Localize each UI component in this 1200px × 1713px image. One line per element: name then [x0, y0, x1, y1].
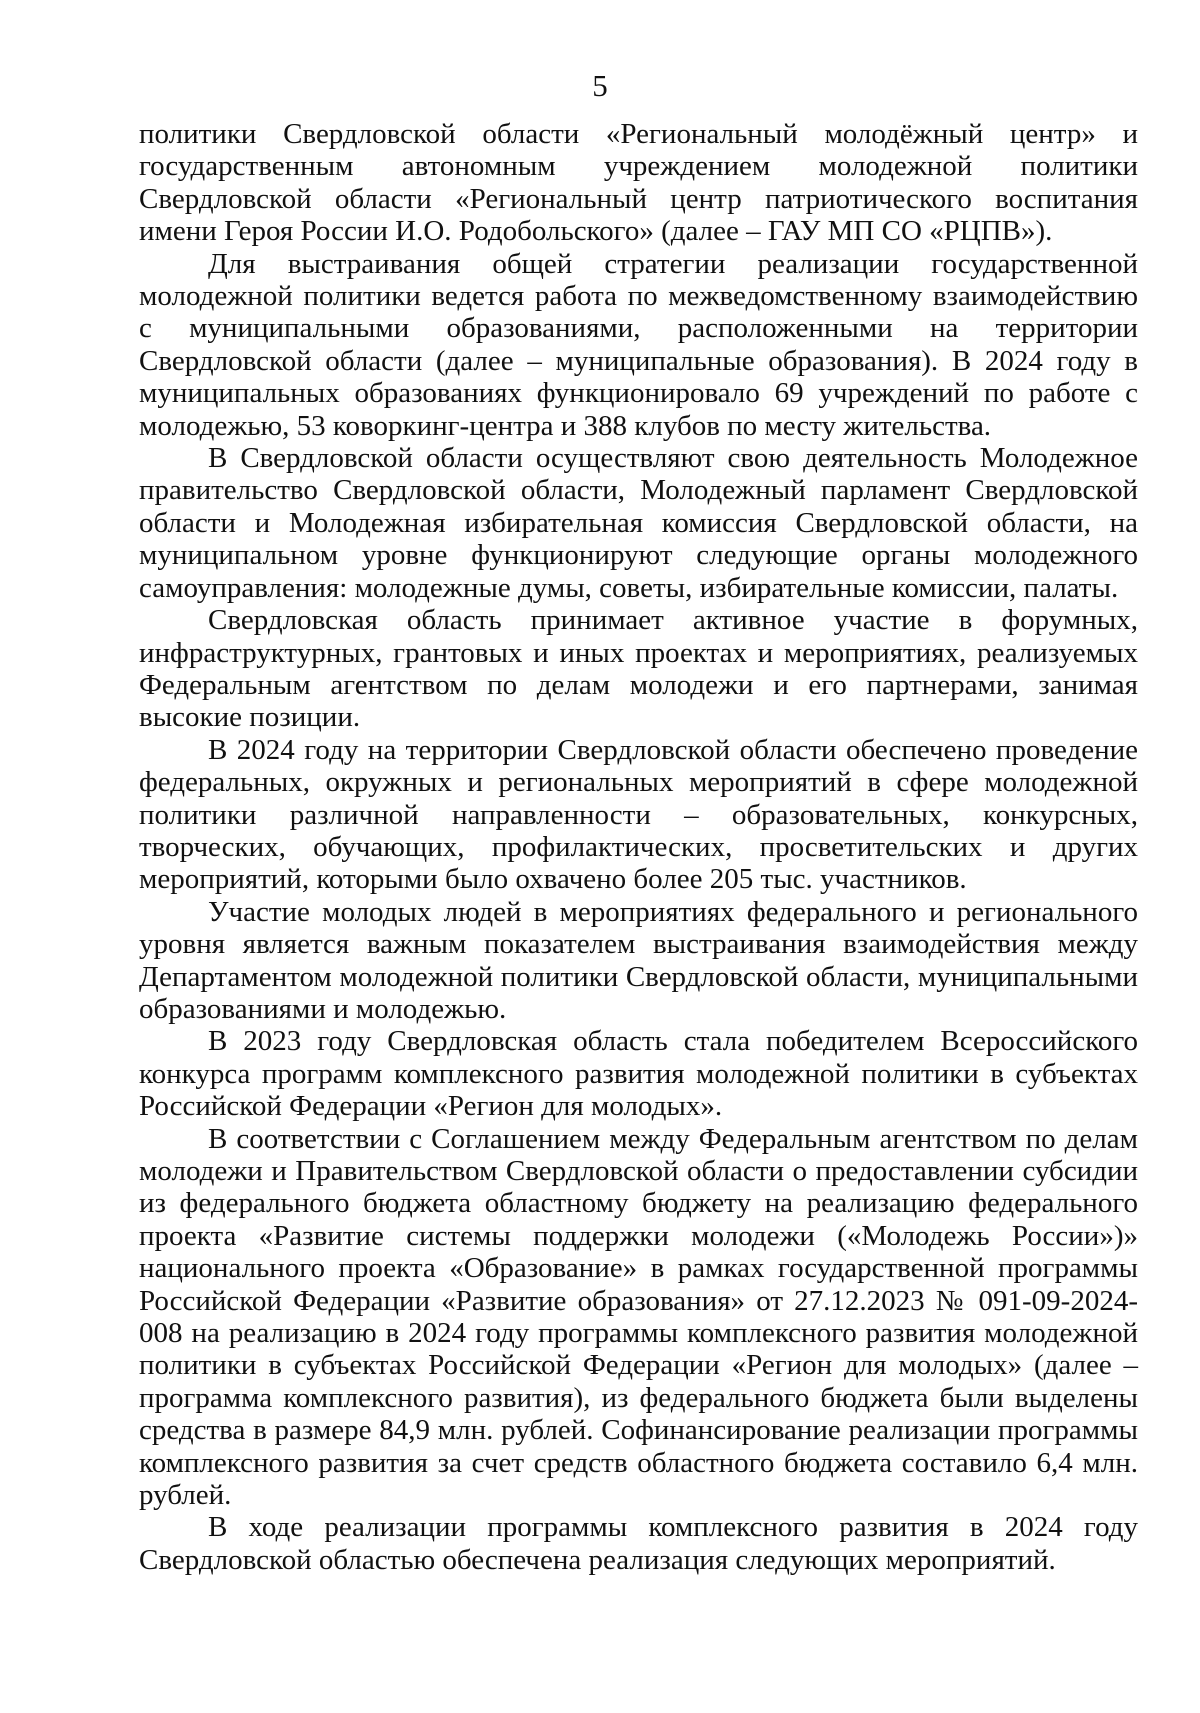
paragraph-continuation: политики Свердловской области «Региональный молодёжный центр» и государственным автономным учреждением молодежной политики Свердловской области «Региональный центр патриотического воспитания имени Героя России И.О. Родобольского» (далее – ГАУ МП СО «РЦПВ»).: [139, 118, 1138, 248]
paragraph-participation: Участие молодых людей в мероприятиях федерального и регионального уровня является важным показателем выстраивания взаимодействия между Департаментом молодежной политики Свердловской области, муниципальными образованиями и молодежью.: [139, 895, 1138, 1025]
document-body: [139, 118, 1138, 1576]
paragraph-program-events: В ходе реализации программы комплексного развития в 2024 году Свердловской областью обеспечена реализация следующих мероприятий.: [139, 1511, 1138, 1576]
paragraph-events-2024: В 2024 году на территории Свердловской области обеспечено проведение федеральных, окружных и региональных мероприятий в сфере молодежной политики различной направленности – образовательных, конкурсных, творческих, обучающих, профилактических, просветительских и других мероприятий, которыми было охвачено более 205 тыс. участников.: [139, 733, 1138, 896]
paragraph-interaction-municipalities: Для выстраивания общей стратегии реализации государственной молодежной политики ведется работа по межведомственному взаимодействию с муниципальными образованиями, расположенными на территории Свердловской области (далее – муниципальные образования). В 2024 году в муниципальных образованиях функционировало 69 учреждений по работе с молодежью, 53 коворкинг-центра и 388 клубов по месту жительства.: [139, 247, 1138, 442]
paragraph-contest-winner: В 2023 году Свердловская область стала победителем Всероссийского конкурса программ комплексного развития молодежной политики в субъектах Российской Федерации «Регион для молодых».: [139, 1025, 1138, 1123]
page-number: 5: [592, 68, 608, 103]
paragraph-subsidy-agreement: В соответствии с Соглашением между Федеральным агентством по делам молодежи и Правительством Свердловской области о предоставлении субсидии из федерального бюджета областному бюджету на реализацию федерального проекта «Развитие системы поддержки молодежи («Молодежь России»)» национального проекта «Образование» в рамках государственной программы Российской Федерации «Развитие образования» от 27.12.2023 № 091-09-2024-008 на реализацию в 2024 году программы комплексного развития молодежной политики в субъектах Российской Федерации «Регион для молодых» (далее – программа комплексного развития), из федерального бюджета были выделены средства в размере 84,9 млн. рублей. Софинансирование реализации программы комплексного развития за счет средств областного бюджета составило 6,4 млн. рублей.: [139, 1122, 1138, 1512]
paragraph-federal-projects: Свердловская область принимает активное участие в форумных, инфраструктурных, грантовых и иных проектах и мероприятиях, реализуемых Федеральным агентством по делам молодежи и его партнерами, занимая высокие позиции.: [139, 604, 1138, 734]
paragraph-youth-self-government: В Свердловской области осуществляют свою деятельность Молодежное правительство Свердловской области, Молодежный парламент Свердловской области и Молодежная избирательная комиссия Свердловской области, на муниципальном уровне функционируют следующие органы молодежного самоуправления: молодежные думы, советы, избирательные комиссии, палаты.: [139, 442, 1138, 604]
